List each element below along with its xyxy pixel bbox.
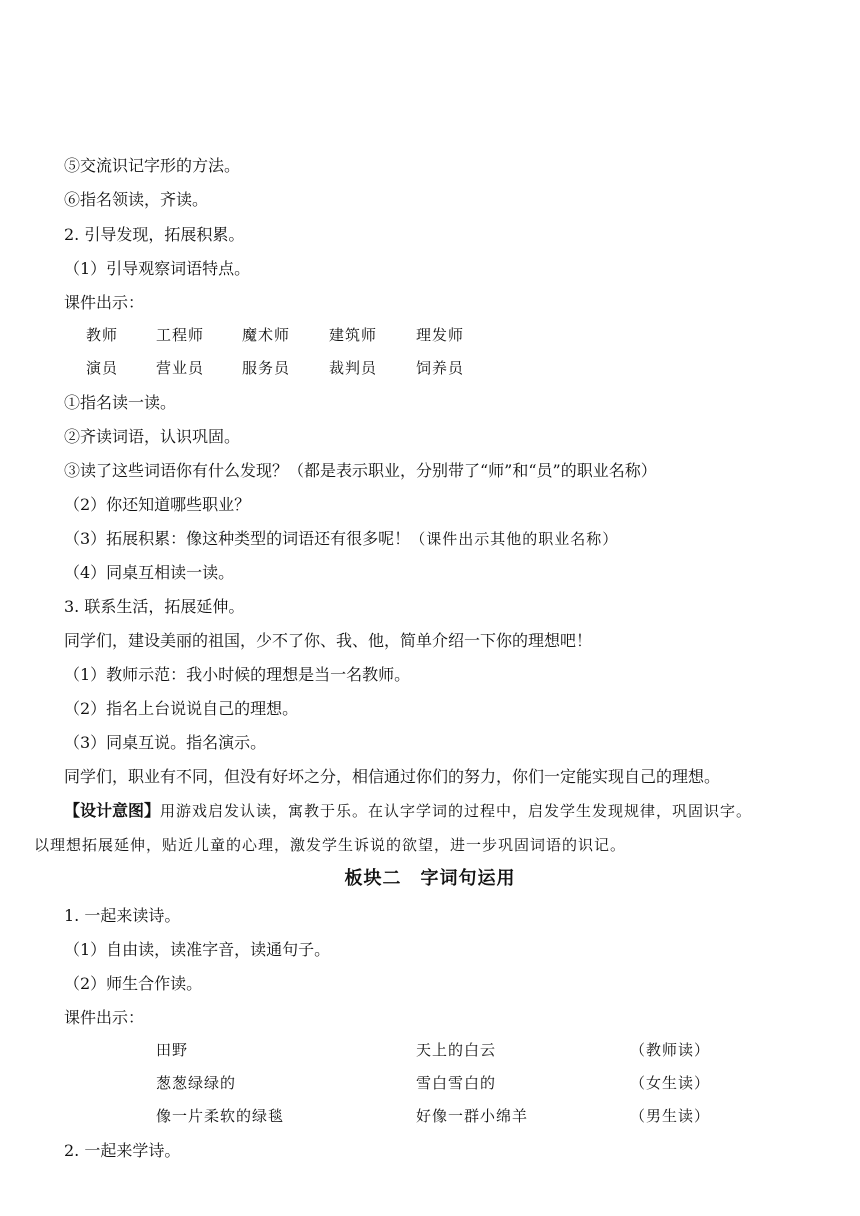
sub-1-line: （1）引导观察词语特点。 xyxy=(64,259,251,278)
poem-line-right: 天上的白云 xyxy=(416,1041,497,1059)
paragraph-intro: 同学们，建设美丽的祖国，少不了你、我、他，简单介绍一下你的理想吧！ xyxy=(64,631,593,650)
heading-2: 2. 引导发现，拓展积累。 xyxy=(64,225,245,244)
sub-3-note: （课件出示其他的职业名称） xyxy=(410,530,619,548)
word-item: 饲养员 xyxy=(416,359,465,377)
word-item: 裁判员 xyxy=(329,359,378,377)
word-item: 服务员 xyxy=(242,359,291,377)
sub-1-demo: （1）教师示范：我小时候的理想是当一名教师。 xyxy=(64,665,411,684)
poem-line-left: 像一片柔软的绿毯 xyxy=(156,1107,285,1125)
circle-3-line: ③读了这些词语你有什么发现？（都是表示职业，分别带了“师”和“员”的职业名称） xyxy=(64,461,657,480)
circle-2-line: ②齐读词语，认识巩固。 xyxy=(64,427,241,446)
sub-2-line: （2）你还知道哪些职业？ xyxy=(64,495,251,514)
word-item: 魔术师 xyxy=(242,326,291,344)
section-title: 板块二 字词句运用 xyxy=(344,868,516,889)
poem-line-right: 好像一群小绵羊 xyxy=(416,1107,529,1125)
paragraph-summary: 同学们，职业有不同，但没有好坏之分，相信通过你们的努力，你们一定能实现自己的理想。 xyxy=(64,767,721,786)
word-item: 理发师 xyxy=(416,326,465,344)
design-intent-text-1: 用游戏启发认读，寓教于乐。在认字学词的过程中，启发学生发现规律，巩固识字。 xyxy=(160,802,753,820)
sub-3-text: （3）拓展积累：像这种类型的词语还有很多呢！ xyxy=(64,529,411,548)
b2-sub-1: （1）自由读，读准字音，读通句子。 xyxy=(64,940,331,959)
word-item: 工程师 xyxy=(156,326,205,344)
word-item: 营业员 xyxy=(156,359,205,377)
design-intent-label: 【设计意图】 xyxy=(64,801,161,820)
poem-reader: （男生读） xyxy=(630,1107,711,1125)
sub-4-line: （4）同桌互相读一读。 xyxy=(64,563,235,582)
poem-reader: （女生读） xyxy=(630,1074,711,1092)
heading-3: 3. 联系生活，拓展延伸。 xyxy=(64,597,245,616)
sub-3-line xyxy=(64,528,618,550)
step-6-line: ⑥指名领读，齐读。 xyxy=(64,190,209,209)
b2-heading-2: 2. 一起来学诗。 xyxy=(64,1141,181,1160)
poem-reader: （教师读） xyxy=(630,1041,711,1059)
sub-2-demo: （2）指名上台说说自己的理想。 xyxy=(64,699,299,718)
b2-heading-1: 1. 一起来读诗。 xyxy=(64,906,181,925)
design-intent-line-2: 以理想拓展延伸，贴近儿童的心理，激发学生诉说的欲望，进一步巩固词语的识记。 xyxy=(34,836,627,854)
courseware-label: 课件出示： xyxy=(64,293,145,312)
b2-courseware-label: 课件出示： xyxy=(64,1008,145,1027)
poem-line-left: 葱葱绿绿的 xyxy=(156,1074,237,1092)
poem-line-right: 雪白雪白的 xyxy=(416,1074,497,1092)
design-intent-line-1 xyxy=(64,800,752,822)
poem-line-left: 田野 xyxy=(156,1041,189,1059)
sub-3-demo: （3）同桌互说。指名演示。 xyxy=(64,733,267,752)
circle-1-line: ①指名读一读。 xyxy=(64,393,177,412)
b2-sub-2: （2）师生合作读。 xyxy=(64,974,203,993)
word-item: 建筑师 xyxy=(329,326,378,344)
word-item: 演员 xyxy=(86,359,119,377)
step-5-line: ⑤交流识记字形的方法。 xyxy=(64,156,241,175)
word-item: 教师 xyxy=(86,326,119,344)
